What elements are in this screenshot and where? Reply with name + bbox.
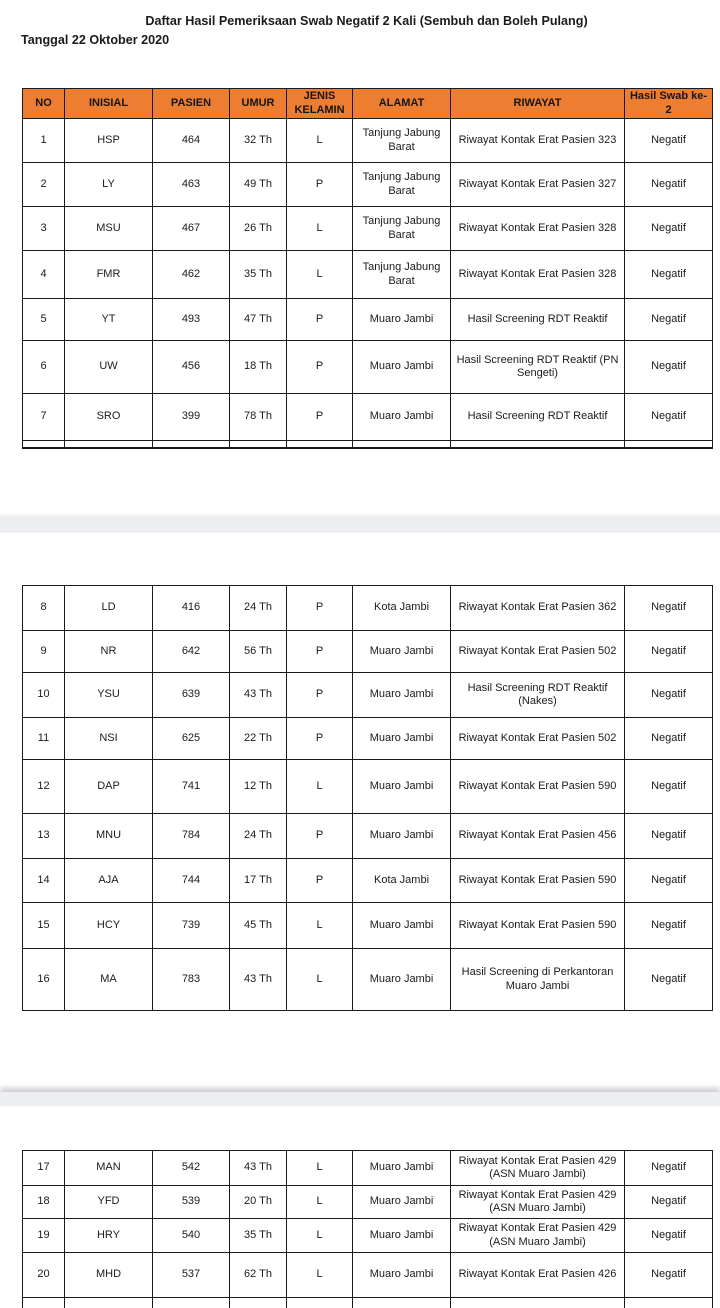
cell-riwayat: Riwayat Kontak Erat Pasien 502 <box>451 631 625 673</box>
cell-hasil: Negatif <box>625 673 713 718</box>
cell-umur: 49 Th <box>230 163 287 207</box>
cell-umur: 78 Th <box>230 394 287 441</box>
cell-no: 20 <box>23 1253 65 1298</box>
cell-pasien: 639 <box>153 673 230 718</box>
cell-jenis_kelamin: L <box>287 1253 353 1298</box>
cell-inisial: MHD <box>65 1253 153 1298</box>
table-header-row <box>23 89 713 119</box>
partial-cut-row <box>23 441 713 448</box>
column-header-inisial: INISIAL <box>65 89 153 119</box>
table-row <box>23 163 713 207</box>
cell-no: 18 <box>23 1186 65 1219</box>
table-row <box>23 949 713 1011</box>
cell-jenis_kelamin: P <box>287 859 353 903</box>
empty-cell <box>153 441 230 448</box>
empty-cell <box>230 1298 287 1308</box>
cell-hasil: Negatif <box>625 1151 713 1186</box>
empty-cell <box>65 1298 153 1308</box>
table-row <box>23 394 713 441</box>
cell-umur: 45 Th <box>230 903 287 949</box>
cell-inisial: YSU <box>65 673 153 718</box>
column-header-alamat: ALAMAT <box>353 89 451 119</box>
cell-pasien: 416 <box>153 586 230 631</box>
table-row <box>23 814 713 859</box>
empty-cell <box>23 1298 65 1308</box>
cell-riwayat: Hasil Screening RDT Reaktif (Nakes) <box>451 673 625 718</box>
cell-inisial: NR <box>65 631 153 673</box>
cell-inisial: HSP <box>65 119 153 163</box>
cell-no: 14 <box>23 859 65 903</box>
cell-inisial: YFD <box>65 1186 153 1219</box>
cell-riwayat: Hasil Screening RDT Reaktif <box>451 394 625 441</box>
empty-cell <box>625 1298 713 1308</box>
table-row <box>23 1253 713 1298</box>
table-row <box>23 251 713 299</box>
cell-alamat: Kota Jambi <box>353 586 451 631</box>
table-row <box>23 299 713 341</box>
cell-hasil: Negatif <box>625 814 713 859</box>
cell-inisial: MSU <box>65 207 153 251</box>
cell-inisial: NSI <box>65 718 153 760</box>
cell-alamat: Muaro Jambi <box>353 760 451 814</box>
cell-no: 19 <box>23 1219 65 1253</box>
cell-riwayat: Riwayat Kontak Erat Pasien 362 <box>451 586 625 631</box>
cell-inisial: HRY <box>65 1219 153 1253</box>
document-header <box>21 14 712 47</box>
table-row <box>23 903 713 949</box>
cell-hasil: Negatif <box>625 119 713 163</box>
empty-cell <box>65 441 153 448</box>
cell-pasien: 463 <box>153 163 230 207</box>
cell-hasil: Negatif <box>625 341 713 394</box>
table-row <box>23 586 713 631</box>
empty-cell <box>451 1298 625 1308</box>
cell-umur: 22 Th <box>230 718 287 760</box>
cell-jenis_kelamin: L <box>287 1219 353 1253</box>
empty-cell <box>625 441 713 448</box>
cell-umur: 18 Th <box>230 341 287 394</box>
cell-pasien: 467 <box>153 207 230 251</box>
cell-hasil: Negatif <box>625 859 713 903</box>
table-row <box>23 1186 713 1219</box>
cell-jenis_kelamin: L <box>287 1186 353 1219</box>
cell-umur: 24 Th <box>230 586 287 631</box>
cell-hasil: Negatif <box>625 760 713 814</box>
table-row <box>23 119 713 163</box>
cell-alamat: Kota Jambi <box>353 859 451 903</box>
cell-umur: 43 Th <box>230 949 287 1011</box>
cell-inisial: AJA <box>65 859 153 903</box>
empty-cell <box>353 441 451 448</box>
cell-alamat: Muaro Jambi <box>353 673 451 718</box>
cell-alamat: Tanjung Jabung Barat <box>353 163 451 207</box>
swab-results-table-segment-1 <box>22 88 713 449</box>
cell-pasien: 399 <box>153 394 230 441</box>
cell-alamat: Muaro Jambi <box>353 1219 451 1253</box>
cell-umur: 43 Th <box>230 1151 287 1186</box>
cell-hasil: Negatif <box>625 949 713 1011</box>
cell-jenis_kelamin: L <box>287 251 353 299</box>
cell-no: 4 <box>23 251 65 299</box>
cell-hasil: Negatif <box>625 299 713 341</box>
cell-pasien: 741 <box>153 760 230 814</box>
cell-pasien: 739 <box>153 903 230 949</box>
cell-pasien: 464 <box>153 119 230 163</box>
cell-riwayat: Riwayat Kontak Erat Pasien 328 <box>451 207 625 251</box>
cell-no: 2 <box>23 163 65 207</box>
cell-hasil: Negatif <box>625 1219 713 1253</box>
page-separator <box>0 1092 720 1106</box>
cell-umur: 24 Th <box>230 814 287 859</box>
cell-inisial: LY <box>65 163 153 207</box>
cell-hasil: Negatif <box>625 586 713 631</box>
cell-pasien: 744 <box>153 859 230 903</box>
cell-inisial: YT <box>65 299 153 341</box>
cell-hasil: Negatif <box>625 163 713 207</box>
document-date: Tanggal 22 Oktober 2020 <box>21 32 170 47</box>
cell-no: 17 <box>23 1151 65 1186</box>
page-separator <box>0 517 720 533</box>
empty-cell <box>287 441 353 448</box>
cell-inisial: FMR <box>65 251 153 299</box>
cell-riwayat: Riwayat Kontak Erat Pasien 590 <box>451 859 625 903</box>
column-header-riwayat: RIWAYAT <box>451 89 625 119</box>
cell-jenis_kelamin: P <box>287 299 353 341</box>
cell-umur: 26 Th <box>230 207 287 251</box>
cell-umur: 20 Th <box>230 1186 287 1219</box>
cell-no: 15 <box>23 903 65 949</box>
cell-inisial: MNU <box>65 814 153 859</box>
cell-jenis_kelamin: P <box>287 718 353 760</box>
table-row <box>23 1219 713 1253</box>
cell-hasil: Negatif <box>625 207 713 251</box>
cell-no: 10 <box>23 673 65 718</box>
cell-umur: 35 Th <box>230 251 287 299</box>
cell-hasil: Negatif <box>625 251 713 299</box>
cell-riwayat: Riwayat Kontak Erat Pasien 328 <box>451 251 625 299</box>
column-header-pasien: PASIEN <box>153 89 230 119</box>
cell-riwayat: Hasil Screening RDT Reaktif <box>451 299 625 341</box>
cell-alamat: Muaro Jambi <box>353 1151 451 1186</box>
cell-jenis_kelamin: L <box>287 949 353 1011</box>
cell-alamat: Muaro Jambi <box>353 631 451 673</box>
cell-riwayat: Hasil Screening RDT Reaktif (PN Sengeti) <box>451 341 625 394</box>
cell-no: 8 <box>23 586 65 631</box>
cell-inisial: MAN <box>65 1151 153 1186</box>
cell-jenis_kelamin: P <box>287 673 353 718</box>
table-row <box>23 631 713 673</box>
cell-no: 11 <box>23 718 65 760</box>
cell-alamat: Muaro Jambi <box>353 394 451 441</box>
swab-results-table-segment-2 <box>22 585 713 1011</box>
cell-pasien: 462 <box>153 251 230 299</box>
cell-no: 9 <box>23 631 65 673</box>
cell-pasien: 539 <box>153 1186 230 1219</box>
table-row <box>23 859 713 903</box>
cell-inisial: SRO <box>65 394 153 441</box>
table-row <box>23 760 713 814</box>
cell-hasil: Negatif <box>625 1253 713 1298</box>
cell-alamat: Muaro Jambi <box>353 1186 451 1219</box>
cell-umur: 43 Th <box>230 673 287 718</box>
cell-no: 5 <box>23 299 65 341</box>
cell-alamat: Tanjung Jabung Barat <box>353 207 451 251</box>
cell-riwayat: Riwayat Kontak Erat Pasien 590 <box>451 903 625 949</box>
cell-jenis_kelamin: P <box>287 814 353 859</box>
table-row <box>23 341 713 394</box>
cell-umur: 32 Th <box>230 119 287 163</box>
cell-pasien: 625 <box>153 718 230 760</box>
cell-no: 7 <box>23 394 65 441</box>
cell-riwayat: Riwayat Kontak Erat Pasien 426 <box>451 1253 625 1298</box>
table-row <box>23 673 713 718</box>
cell-jenis_kelamin: L <box>287 119 353 163</box>
cell-no: 12 <box>23 760 65 814</box>
partial-cut-row <box>23 1298 713 1308</box>
cell-pasien: 642 <box>153 631 230 673</box>
cell-umur: 62 Th <box>230 1253 287 1298</box>
cell-no: 6 <box>23 341 65 394</box>
cell-pasien: 537 <box>153 1253 230 1298</box>
cell-riwayat: Riwayat Kontak Erat Pasien 429 (ASN Muaro Jambi) <box>451 1186 625 1219</box>
cell-hasil: Negatif <box>625 631 713 673</box>
cell-umur: 17 Th <box>230 859 287 903</box>
cell-pasien: 540 <box>153 1219 230 1253</box>
table-row <box>23 718 713 760</box>
cell-alamat: Muaro Jambi <box>353 718 451 760</box>
cell-alamat: Muaro Jambi <box>353 1253 451 1298</box>
cell-jenis_kelamin: P <box>287 163 353 207</box>
cell-jenis_kelamin: P <box>287 341 353 394</box>
empty-cell <box>23 441 65 448</box>
cell-inisial: LD <box>65 586 153 631</box>
cell-alamat: Muaro Jambi <box>353 341 451 394</box>
cell-jenis_kelamin: L <box>287 207 353 251</box>
cell-alamat: Muaro Jambi <box>353 949 451 1011</box>
column-header-no: NO <box>23 89 65 119</box>
column-header-hasil: Hasil Swab ke-2 <box>625 89 713 119</box>
cell-hasil: Negatif <box>625 394 713 441</box>
cell-riwayat: Hasil Screening di Perkantoran Muaro Jambi <box>451 949 625 1011</box>
cell-alamat: Muaro Jambi <box>353 903 451 949</box>
cell-riwayat: Riwayat Kontak Erat Pasien 590 <box>451 760 625 814</box>
cell-inisial: UW <box>65 341 153 394</box>
cell-alamat: Muaro Jambi <box>353 299 451 341</box>
table-row <box>23 1151 713 1186</box>
cell-umur: 56 Th <box>230 631 287 673</box>
results-table-page-1 <box>22 88 713 449</box>
empty-cell <box>287 1298 353 1308</box>
column-header-umur: UMUR <box>230 89 287 119</box>
cell-pasien: 783 <box>153 949 230 1011</box>
cell-hasil: Negatif <box>625 718 713 760</box>
cell-no: 13 <box>23 814 65 859</box>
cell-pasien: 456 <box>153 341 230 394</box>
swab-results-table-segment-3 <box>22 1150 713 1308</box>
empty-cell <box>153 1298 230 1308</box>
cell-jenis_kelamin: P <box>287 394 353 441</box>
cell-riwayat: Riwayat Kontak Erat Pasien 502 <box>451 718 625 760</box>
cell-no: 1 <box>23 119 65 163</box>
cell-hasil: Negatif <box>625 903 713 949</box>
table-row <box>23 207 713 251</box>
cell-inisial: HCY <box>65 903 153 949</box>
empty-cell <box>353 1298 451 1308</box>
cell-riwayat: Riwayat Kontak Erat Pasien 327 <box>451 163 625 207</box>
cell-riwayat: Riwayat Kontak Erat Pasien 456 <box>451 814 625 859</box>
cell-riwayat: Riwayat Kontak Erat Pasien 323 <box>451 119 625 163</box>
empty-cell <box>230 441 287 448</box>
column-header-jenis_kelamin: JENIS KELAMIN <box>287 89 353 119</box>
cell-umur: 12 Th <box>230 760 287 814</box>
cell-alamat: Tanjung Jabung Barat <box>353 251 451 299</box>
cell-jenis_kelamin: L <box>287 1151 353 1186</box>
cell-no: 3 <box>23 207 65 251</box>
cell-umur: 35 Th <box>230 1219 287 1253</box>
cell-inisial: DAP <box>65 760 153 814</box>
cell-jenis_kelamin: L <box>287 760 353 814</box>
cell-jenis_kelamin: P <box>287 631 353 673</box>
cell-riwayat: Riwayat Kontak Erat Pasien 429 (ASN Muaro Jambi) <box>451 1151 625 1186</box>
cell-alamat: Muaro Jambi <box>353 814 451 859</box>
cell-jenis_kelamin: P <box>287 586 353 631</box>
cell-pasien: 542 <box>153 1151 230 1186</box>
document-title: Daftar Hasil Pemeriksaan Swab Negatif 2 Kali (Sembuh dan Boleh Pulang) <box>145 14 588 28</box>
cell-inisial: MA <box>65 949 153 1011</box>
cell-no: 16 <box>23 949 65 1011</box>
cell-alamat: Tanjung Jabung Barat <box>353 119 451 163</box>
results-table-page-3 <box>22 1150 713 1308</box>
cell-riwayat: Riwayat Kontak Erat Pasien 429 (ASN Muaro Jambi) <box>451 1219 625 1253</box>
cell-umur: 47 Th <box>230 299 287 341</box>
cell-hasil: Negatif <box>625 1186 713 1219</box>
empty-cell <box>451 441 625 448</box>
cell-pasien: 784 <box>153 814 230 859</box>
cell-pasien: 493 <box>153 299 230 341</box>
cell-jenis_kelamin: L <box>287 903 353 949</box>
results-table-page-2 <box>22 585 713 1011</box>
